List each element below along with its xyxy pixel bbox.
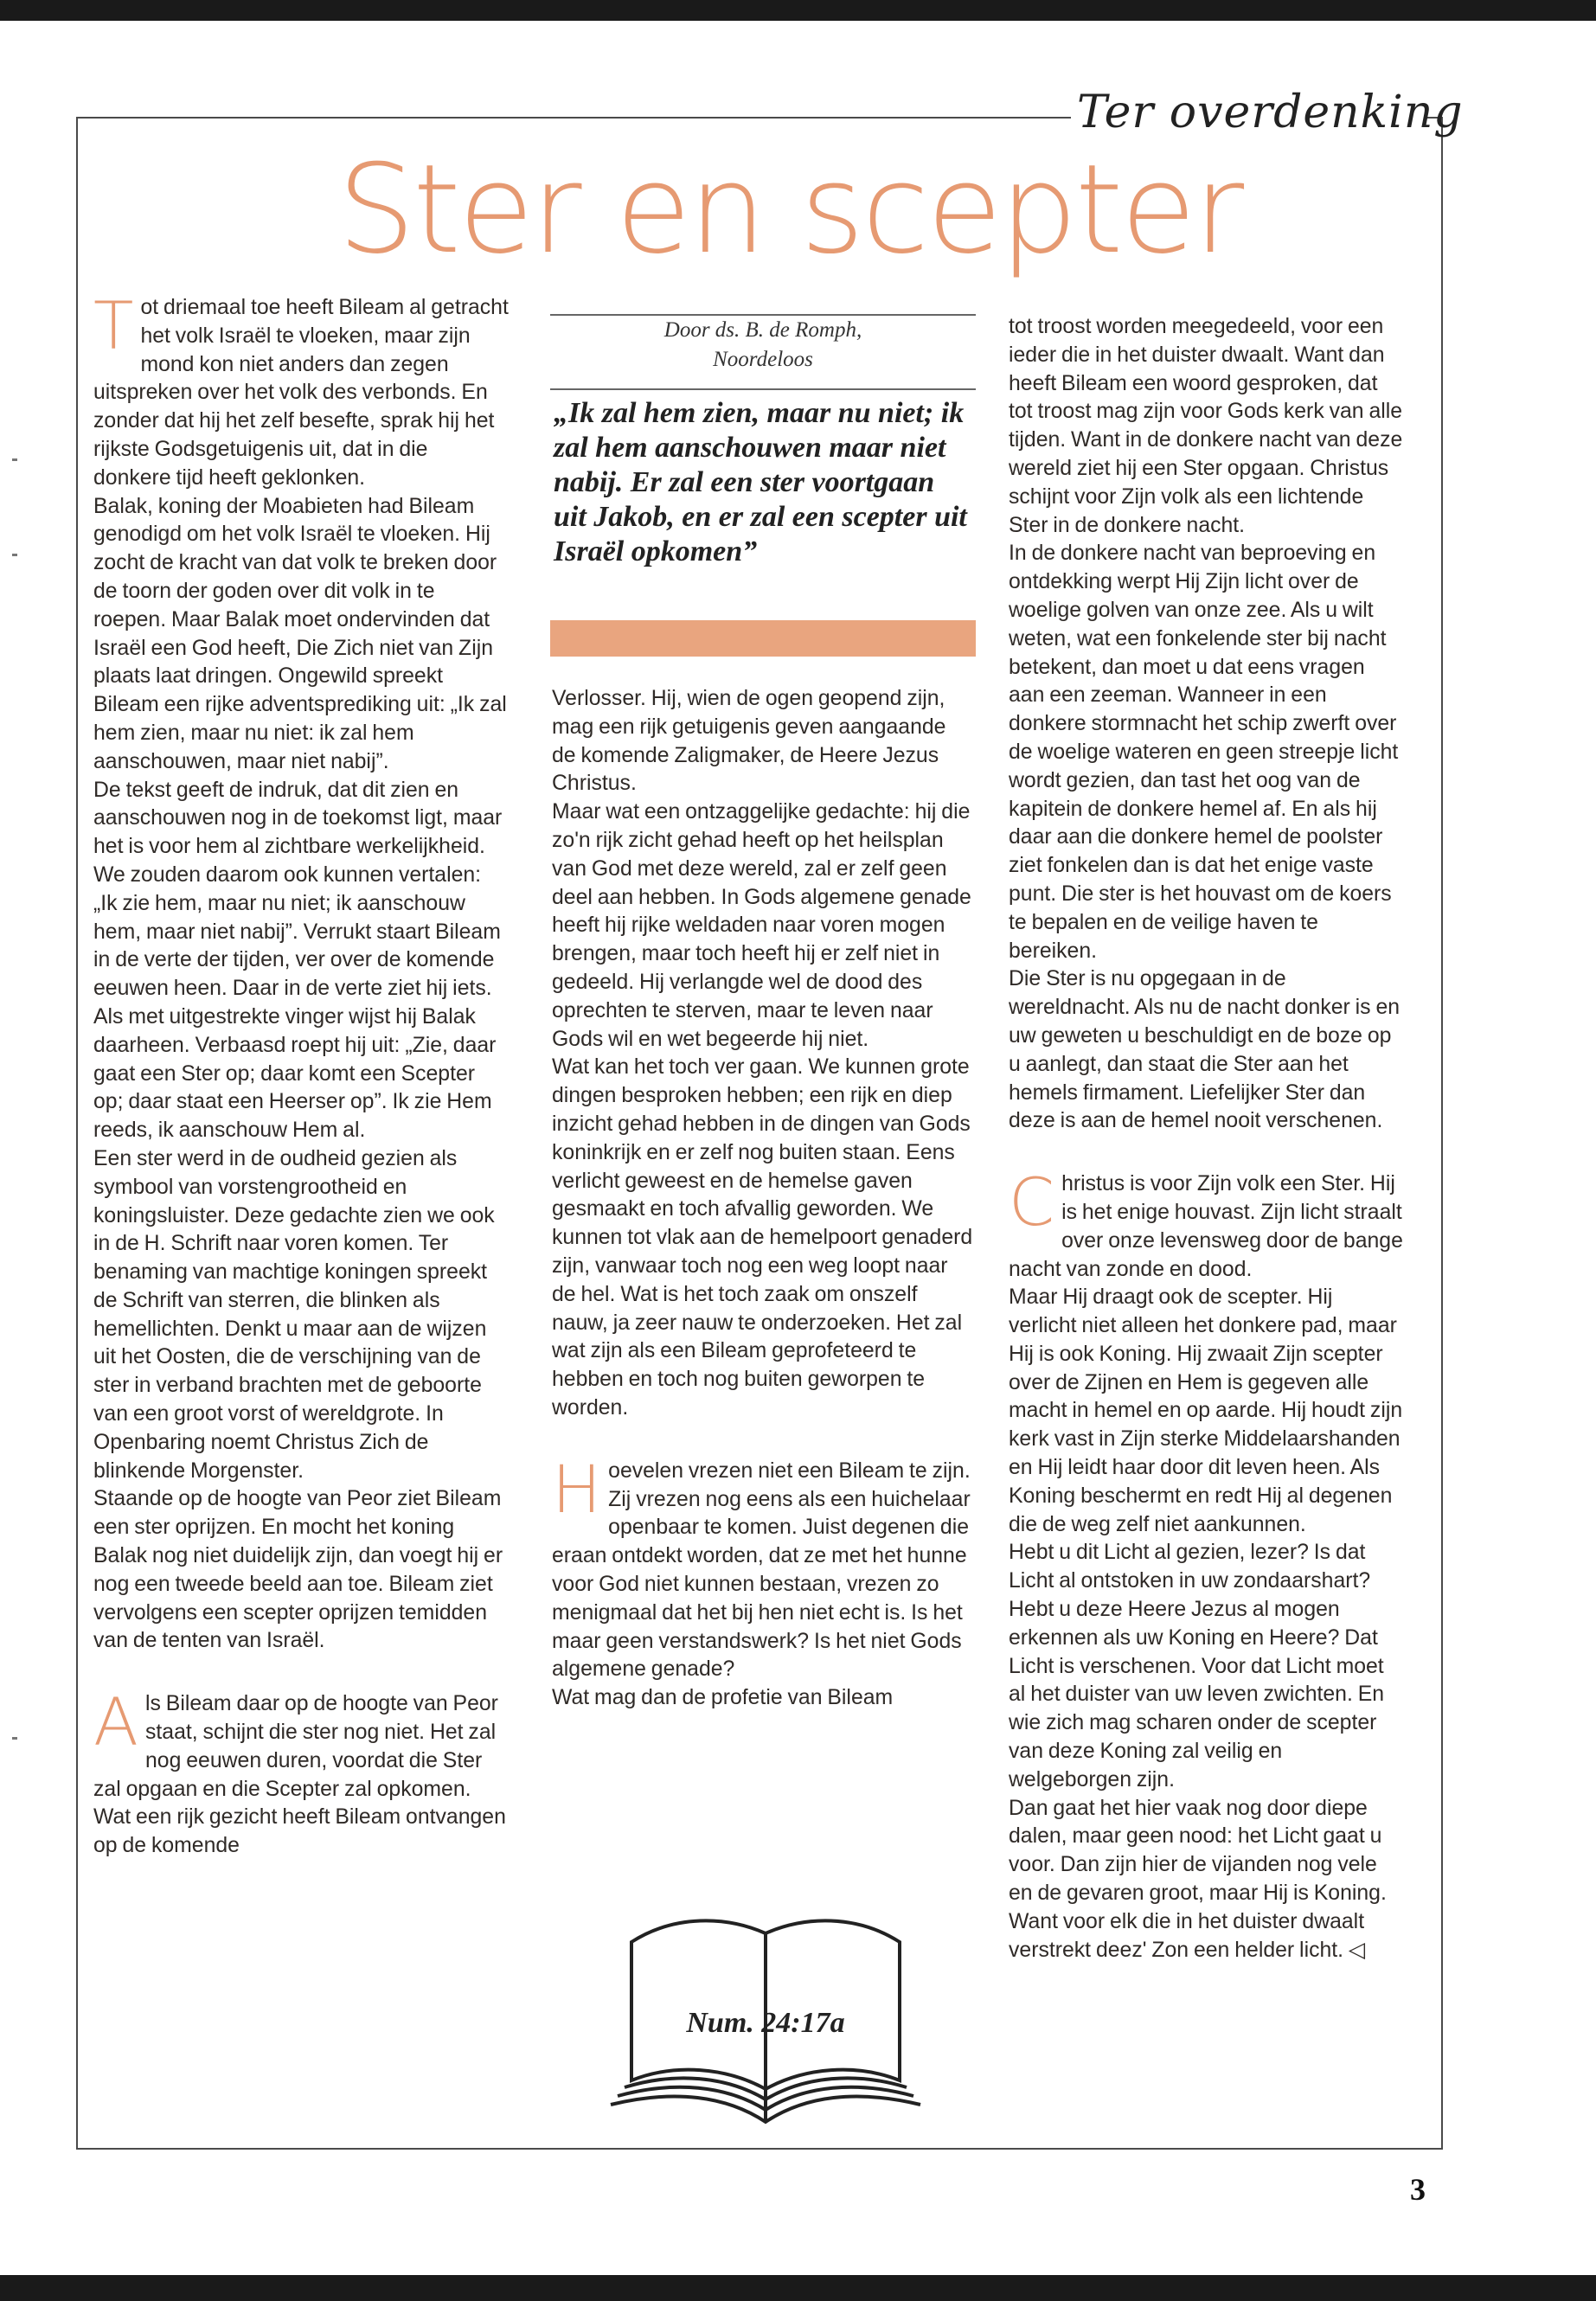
byline-author: Door ds. B. de Romph, <box>663 318 862 342</box>
paragraph: Maar wat een ontzaggelijke gedachte: hij die zo'n rijk zicht gehad heeft op het heilsplan van God met deze wereld, zal er zelf geen deel aan hebben. In Gods algemene genade heeft hij rijke weldaden naar voren mogen brengen, maar toch heeft hij er zelf niet in gedeeld. Hij verlangde wel de dood des oprechten te sterven, maar te leven naar Gods wil en wet begeerde hij niet. <box>552 800 971 1051</box>
paragraph: Hebt u dit Licht al gezien, lezer? Is dat Licht al ontstoken in uw zondaarshart? Hebt u deze Heere Jezus al mogen erkennen als uw Koning en Heere? Dat Licht is verschenen. Voor dat Licht moet al het duister van uw leven zwichten. En wie zich mag scharen onder de scepter van deze Koning zal veilig en welgeborgen zijn. <box>1009 1541 1385 1791</box>
paragraph <box>93 1683 509 1861</box>
bottom-edge-bar <box>0 2275 1596 2301</box>
paragraph: Wat kan het toch ver gaan. We kunnen grote dingen besproken hebben; een rijk en diep inzicht gehad hebben in de dingen van Gods koninkrijk en er zelf nog buiten staan. Eens verlicht geweest en de hemelse gaven gesmaakt en toch afvallig geworden. We kunnen tot vlak aan de hemelpoort genaderd zijn, vanwaar toch nog een weg loopt naar de hel. Wat is het toch zaak om onszelf nauw, ja zeer nauw te onderzoeken. Het zal wat zijn als een Bileam geprofeteerd te hebben en toch nog buiten geworpen te worden. <box>552 1055 973 1420</box>
paragraph <box>552 1450 974 1684</box>
section-label: Ter overdenking <box>1077 87 1464 138</box>
paragraph: Die Ster is nu opgegaan in de wereldnacht. Als nu de nacht donker is en uw geweten u beschuldigt en de boze op u aanlegt, dan staat die Ster aan het hemels firmament. Liefelijker Ster dan deze is aan de hemel nooit verschenen. <box>1009 967 1401 1133</box>
drop-cap: H <box>552 1450 602 1528</box>
paragraph: Een ster werd in de oudheid gezien als symbool van vorstengrootheid en koningsluister. Deze gedachte zien we ook in de H. Schrift naar voren komen. Ter benaming van machtige koningen spreekt de Schrift van sterren, die blinken als hemellichten. Denkt u maar aan de wijzen uit het Oosten, die de verschijning van de ster in verband brachten met de geboorte van een groot vorst of wereldgrote. In Openbaring noemt Christus Zich de blinkende Morgenster. <box>93 1146 495 1483</box>
paragraph: Dan gaat het hier vaak nog door diepe dalen, maar geen nood: het Licht gaat u voor. Dan zijn hier de vijanden nog vele en de gevaren groot, maar Hij is Koning. Want voor elk die in het duister dwaalt verstrekt deez' Zon een helder licht. ◁ <box>1009 1796 1387 1962</box>
paragraph-text: hristus is voor Zijn volk een Ster. Hij is het enige houvast. Zijn licht straalt over onze levensweg door de bange nacht van zonde en dood. <box>1009 1172 1403 1281</box>
paragraph: Verlosser. Hij, wien de ogen geopend zijn, mag een rijk getuigenis geven aangaande de komende Zaligmaker, de Heere Jezus Christus. <box>552 687 946 796</box>
article-title: Ster en scepter <box>337 138 1242 281</box>
article-column-1 <box>93 287 509 1861</box>
drop-cap: A <box>93 1683 138 1761</box>
article-column-3 <box>1009 313 1405 1965</box>
drop-cap: C <box>1009 1163 1055 1241</box>
paragraph-text: ls Bileam daar op de hoogte van Peor staat, schijnt die ster nog niet. Het zal nog eeuwen duren, voordat die Ster zal opgaan en die Scepter zal opkomen. Wat een rijk gezicht heeft Bileam ontvangen op de komende <box>93 1692 506 1858</box>
paragraph: De tekst geeft de indruk, dat dit zien en aanschouwen nog in de toekomst ligt, maar het is voor hem al zichtbare werkelijkheid. We zouden daarom ook kunnen vertalen: „Ik zie hem, maar nu niet; ik aanschouw hem, maar niet nabij”. Verrukt staart Bileam in de verte der tijden, ver over de komende eeuwen heen. Daar in de verte ziet hij iets. Als met uitgestrekte vinger wijst hij Balak daarheen. Verbaasd roept hij uit: „Zie, daar gaat een Ster op; daar komt een Scepter op; daar staat een Heerser op”. Ik zie Hem reeds, ik aanschouw Hem al. <box>93 778 503 1143</box>
top-edge-bar <box>0 0 1596 21</box>
bible-reference: Num. 24:17a <box>686 2007 845 2039</box>
paragraph-text: ot driemaal toe heeft Bileam al getracht het volk Israël te vloeken, maar zijn mond kon niet anders dan zegen uitspreken over het volk des verbonds. En zonder dat hij het zelf besefte, sprak hij het rijkste Godsgetuigenis uit, dat in die donkere tijd heeft geklonken. <box>93 296 509 490</box>
margin-mark <box>12 554 17 556</box>
paragraph: Balak, koning der Moabieten had Bileam genodigd om het volk Israël te vloeken. Hij zocht de kracht van dat volk te breken door de toorn der goden over dit volk in te roepen. Maar Balak moet ondervinden dat Israël een God heeft, Die Zich niet van Zijn plaats laat dringen. Ongewild spreekt Bileam een rijke adventsprediking uit: „Ik zal hem zien, maar nu niet: ik zal hem aanschouwen, maar niet nabij”. <box>93 494 507 773</box>
page-number: 3 <box>1410 2172 1426 2207</box>
paragraph <box>93 287 509 493</box>
quote-accent-bar <box>550 620 976 657</box>
paragraph: Wat mag dan de profetie van Bileam <box>552 1686 894 1710</box>
margin-mark <box>12 458 17 461</box>
paragraph-text: oevelen vrezen niet een Bileam te zijn. Zij vrezen nog eens als een huichelaar openbaar te komen. Juist degenen die eraan ontdekt worden, dat ze met het hunne voor God niet kunnen bestaan, vrezen zo menigmaal dat het bij hen niet echt is. Is het maar geen verstandswerk? Is het niet Gods algemene genade? <box>552 1458 971 1682</box>
article-column-2 <box>552 685 974 1713</box>
frame-top-rule <box>76 117 1071 119</box>
byline-box <box>550 314 976 390</box>
paragraph: Staande op de hoogte van Peor ziet Bileam een ster oprijzen. En mocht het koning Balak nog niet duidelijk zijn, dan voegt hij er nog een tweede beeld aan toe. Bileam ziet vervolgens een scepter oprijzen temidden van de tenten van Israël. <box>93 1487 503 1653</box>
margin-mark <box>12 1737 17 1740</box>
drop-cap: T <box>93 287 134 364</box>
paragraph: tot troost worden meegedeeld, voor een ieder die in het duister dwaalt. Want dan heeft Bileam een woord gesproken, dat tot troost mag zijn voor Gods kerk van alle tijden. Want in de donkere nacht van deze wereld ziet hij een Ster opgaan. Christus schijnt voor Zijn volk als een lichtende Ster in de donkere nacht. <box>1009 315 1403 537</box>
paragraph: In de donkere nacht van beproeving en ontdekking werpt Hij Zijn licht over de woelige golven van onze zee. Als u wilt weten, wat een fonkelende ster bij nacht betekent, dan moet u dat eens vragen aan een zeeman. Wanneer in een donkere stormnacht het schip zwerft over de woelige wateren en geen streepje licht wordt gezien, dan tast het oog van de kapitein de donkere hemel af. En als hij daar aan die donkere hemel de poolster ziet fonkelen dan is dat het enige vaste punt. Die ster is het houvast om de koers te bepalen en de veilige haven te bereiken. <box>1009 542 1399 963</box>
byline-place: Noordeloos <box>713 348 813 371</box>
pull-quote: „Ik zal hem zien, maar nu niet; ik zal hem aanschouwen maar niet nabij. Er zal een ster voortgaan uit Jakob, en er zal een scepter uit Israël opkomen” <box>554 397 967 567</box>
paragraph: Maar Hij draagt ook de scepter. Hij verlicht niet alleen het donkere pad, maar Hij is ook Koning. Hij zwaait Zijn scepter over de Zijnen en Hem is gegeven alle macht in hemel en op aarde. Hij houdt zijn kerk vast in Zijn sterke Middelaarshanden en Hij leidt haar door dit leven heen. Als Koning beschermt en redt Hij al degenen die de weg zelf niet aankunnen. <box>1009 1285 1403 1536</box>
paragraph <box>1009 1163 1405 1284</box>
